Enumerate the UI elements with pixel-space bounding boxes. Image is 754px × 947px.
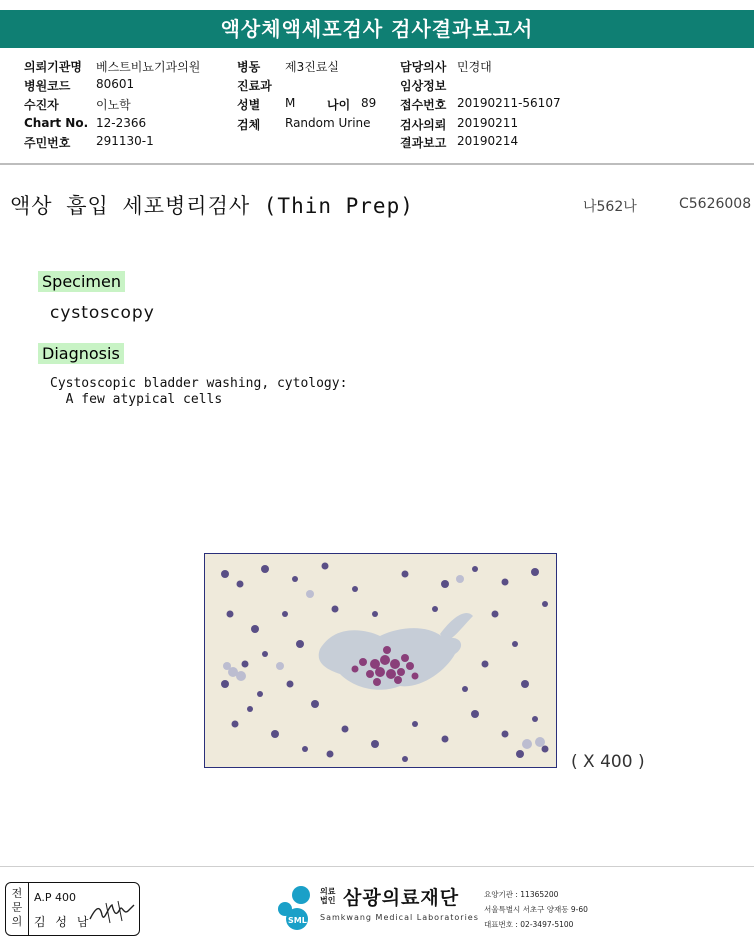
hospital-value: 베스트비뇨기과의원 xyxy=(96,60,201,74)
header-divider xyxy=(0,163,754,165)
specimen-text: cystoscopy xyxy=(50,303,155,323)
resident-id-label: 주민번호 xyxy=(24,136,71,150)
pathologist-license: A.P 400 xyxy=(34,891,76,904)
report-title-bar xyxy=(0,10,754,48)
specimen-heading: Specimen xyxy=(38,271,125,292)
pathologist-signature-box xyxy=(5,882,140,936)
specimen-type-label: 검체 xyxy=(237,118,261,132)
ward-value: 제3진료실 xyxy=(285,60,340,74)
patient-label: 수진자 xyxy=(24,98,59,112)
test-title: 액상 흡입 세포병리검사 (Thin Prep) xyxy=(10,194,414,218)
diagnosis-line-2: A few atypical cells xyxy=(50,392,223,407)
clinical-info-label: 임상정보 xyxy=(400,79,447,93)
signature-divider xyxy=(28,883,29,935)
patient-value: 이노학 xyxy=(96,98,131,112)
doctor-value: 민경대 xyxy=(457,60,492,74)
organization-english-name: Samkwang Medical Laboratories xyxy=(320,913,479,922)
handwritten-signature xyxy=(88,897,136,927)
report-date-value: 20190214 xyxy=(457,134,519,148)
chart-no-label: Chart No. xyxy=(24,116,89,130)
age-label: 나이 xyxy=(327,98,351,112)
diagnosis-heading: Diagnosis xyxy=(38,343,124,364)
receipt-number-value: 20190211-56107 xyxy=(457,96,561,110)
pathologist-name: 김 성 남 xyxy=(34,915,92,929)
request-date-value: 20190211 xyxy=(457,116,519,130)
organization-name: 삼광의료재단 xyxy=(343,887,460,909)
organization-phone: 대표번호 : 02-3497-5100 xyxy=(484,920,574,929)
sml-logo-text: SML xyxy=(288,916,307,925)
footer-divider xyxy=(0,866,754,867)
institution-code: 요양기관 : 11365200 xyxy=(484,890,559,899)
receipt-number-label: 접수번호 xyxy=(400,98,447,112)
sex-value: M xyxy=(285,96,296,110)
test-code-1: 나562나 xyxy=(583,199,637,215)
report-main-title: 액상체액세포검사 검사결과보고서 xyxy=(220,17,534,41)
doctor-label: 담당의사 xyxy=(400,60,447,74)
micrograph-cells xyxy=(205,554,557,768)
diagnosis-text xyxy=(50,376,347,408)
diagnosis-line-1: Cystoscopic bladder washing, cytology: xyxy=(50,376,348,391)
organization-address: 서울특별시 서초구 양재동 9-60 xyxy=(484,905,588,914)
magnification-label: ( X 400 ) xyxy=(571,752,645,772)
chart-no-value: 12-2366 xyxy=(96,116,147,130)
specimen-type-value: Random Urine xyxy=(285,116,371,130)
sex-label: 성별 xyxy=(237,98,261,112)
hospital-code-label: 병원코드 xyxy=(24,79,71,93)
age-value: 89 xyxy=(361,96,377,110)
corporation-label: 의료 법인 xyxy=(320,887,336,905)
sml-logo-icon xyxy=(271,883,317,933)
hospital-label: 의뢰기관명 xyxy=(24,60,82,74)
micrograph-image xyxy=(204,553,557,768)
patient-info-block xyxy=(0,54,754,154)
dept-label: 진료과 xyxy=(237,79,272,93)
organization-contact-info xyxy=(484,887,588,932)
specialist-vertical-label: 전 문 의 xyxy=(11,887,23,928)
ward-label: 병동 xyxy=(237,60,261,74)
request-date-label: 검사의뢰 xyxy=(400,118,447,132)
hospital-code-value: 80601 xyxy=(96,77,135,91)
test-code-2: C5626008 xyxy=(679,196,752,212)
resident-id-value: 291130-1 xyxy=(96,134,154,148)
report-date-label: 결과보고 xyxy=(400,136,447,150)
